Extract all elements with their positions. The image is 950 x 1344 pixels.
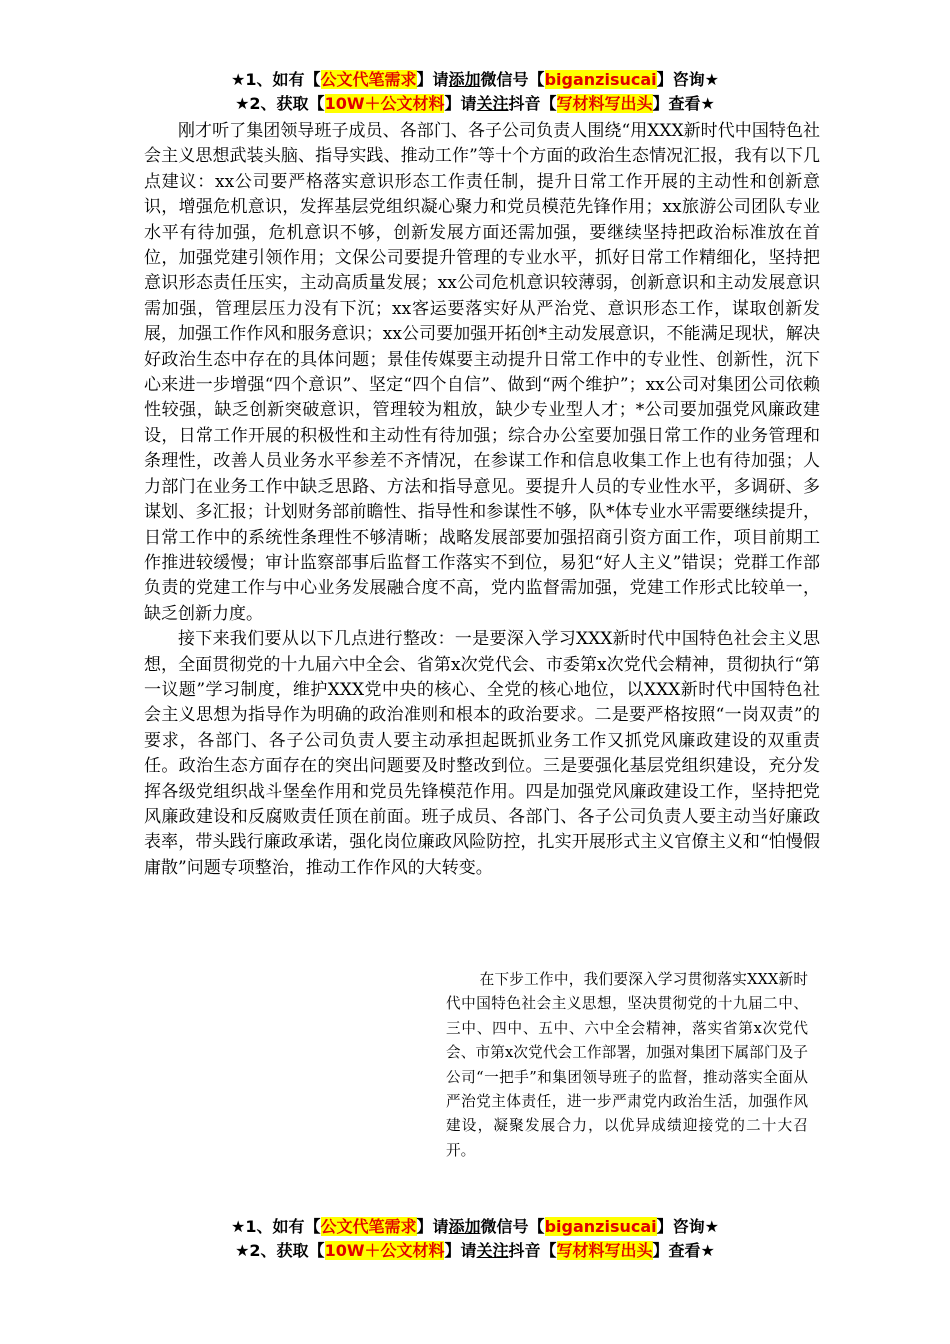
- banner-highlight: 公文代笔需求: [320, 70, 417, 89]
- banner-text: ★1、如有【: [231, 70, 321, 89]
- banner-text: 微信号【: [480, 70, 545, 89]
- banner-line-2: [0, 1239, 950, 1263]
- banner-emphasis: 添加: [448, 1217, 481, 1236]
- closing-section: [446, 968, 808, 1163]
- document-body: [144, 119, 820, 881]
- banner-line-2: [0, 92, 950, 116]
- body-paragraph-2: 接下来我们要从以下几点进行整改：一是要深入学习XXX新时代中国特色社会主义思想，全面贯彻党的十九届六中全会、省第x次党代会、市委第x次党代会精神，贯彻执行“第一议题”学习制度，维护XXX党中央的核心、全党的核心地位，以XXX新时代中国特色社会主义思想为指导作为明确的政治准则和根本的政治要求。二是要严格按照“一岗双责”的要求，各部门、各子公司负责人要主动承担起既抓业务工作又抓党风廉政建设的双重责任。政治生态方面存在的突出问题要及时整改到位。三是要强化基层党组织建设，充分发挥各级党组织战斗堡垒作用和党员先锋模范作用。四是加强党风廉政建设工作，坚持把党风廉政建设和反腐败责任顶在前面。班子成员、各部门、各子公司负责人要主动当好廉政表率，带头践行廉政承诺，强化岗位廉政风险防控，扎实开展形式主义官僚主义和“怕慢假庸散”问题专项整治，推动工作作风的大转变。: [144, 629, 820, 878]
- banner-text: 】请: [444, 1241, 477, 1260]
- footer-banner: [0, 1215, 950, 1263]
- banner-text: 】咨询★: [656, 70, 719, 89]
- banner-text: ★2、获取【: [235, 1241, 325, 1260]
- closing-paragraph: 在下步工作中，我们要深入学习贯彻落实XXX新时代中国特色社会主义思想，坚决贯彻党的十九届二中、三中、四中、五中、六中全会精神，落实省第x次党代会、市第x次党代会工作部署，加强对集团下属部门及子公司“一把手”和集团领导班子的监督，推动落实全面从严治党主体责任，进一步严肃党内政治生活，加强作风建设，凝聚发展合力，以优异成绩迎接党的二十大召开。: [446, 971, 808, 1159]
- banner-text: ★2、获取【: [235, 94, 325, 113]
- header-banner: [0, 68, 950, 116]
- banner-text: ★1、如有【: [231, 1217, 321, 1236]
- banner-text: 】咨询★: [656, 1217, 719, 1236]
- banner-highlight: 写材料写出头: [556, 94, 653, 113]
- banner-text: 】请: [416, 1217, 449, 1236]
- banner-highlight: biganzisucai: [544, 1217, 657, 1236]
- banner-highlight: 10W＋公文材料: [324, 94, 445, 113]
- banner-emphasis: 关注: [476, 94, 509, 113]
- banner-highlight: 10W＋公文材料: [324, 1241, 445, 1260]
- banner-text: 抖音【: [508, 94, 557, 113]
- banner-highlight: biganzisucai: [544, 70, 657, 89]
- banner-text: 抖音【: [508, 1241, 557, 1260]
- banner-text: 微信号【: [480, 1217, 545, 1236]
- banner-emphasis: 关注: [476, 1241, 509, 1260]
- banner-text: 】请: [444, 94, 477, 113]
- banner-emphasis: 添加: [448, 70, 481, 89]
- banner-highlight: 公文代笔需求: [320, 1217, 417, 1236]
- banner-highlight: 写材料写出头: [556, 1241, 653, 1260]
- banner-text: 】请: [416, 70, 449, 89]
- banner-text: 】查看★: [652, 1241, 715, 1260]
- banner-line-1: [0, 68, 950, 92]
- banner-text: 】查看★: [652, 94, 715, 113]
- body-paragraph-1: 刚才听了集团领导班子成员、各部门、各子公司负责人围绕“用XXX新时代中国特色社会主义思想武装头脑、指导实践、推动工作”等十个方面的政治生态情况汇报，我有以下几点建议：xx公司要严格落实意识形态工作责任制，提升日常工作开展的主动性和创新意识，增强危机意识，发挥基层党组织凝心聚力和党员模范先锋作用；xx旅游公司团队专业水平有待加强，危机意识不够，创新发展方面还需加强，要继续坚持把政治标准放在首位，加强党建引领作用；文保公司要提升管理的专业水平，抓好日常工作精细化，坚持把意识形态责任压实，主动高质量发展；xx公司危机意识较薄弱，创新意识和主动发展意识需加强，管理层压力没有下沉；xx客运要落实好从严治党、意识形态工作，谋取创新发展，加强工作作风和服务意识；xx公司要加强开拓创*主动发展意识，不能满足现状，解决好政治生态中存在的具体问题；景佳传媒要主动提升日常工作中的专业性、创新性，沉下心来进一步增强“四个意识”、坚定“四个自信”、做到“两个维护”；xx公司对集团公司依赖性较强，缺乏创新突破意识，管理较为粗放，缺少专业型人才；*公司要加强党风廉政建设，日常工作开展的积极性和主动性有待加强；综合办公室要加强日常工作的业务管理和条理性，改善人员业务水平参差不齐情况，在参谋工作和信息收集工作上也有待加强；人力部门在业务工作中缺乏思路、方法和指导意见。要提升人员的专业性水平，多调研、多谋划、多汇报；计划财务部前瞻性、指导性和参谋性不够，队*体专业水平需要继续提升，日常工作中的系统性条理性不够清晰；战略发展部要加强招商引资方面工作，项目前期工作推进较缓慢；审计监察部事后监督工作落实不到位，易犯“好人主义”错误；党群工作部负责的党建工作与中心业务发展融合度不高，党内监督需加强，党建工作形式比较单一，缺乏创新力度。: [144, 121, 820, 624]
- banner-line-1: [0, 1215, 950, 1239]
